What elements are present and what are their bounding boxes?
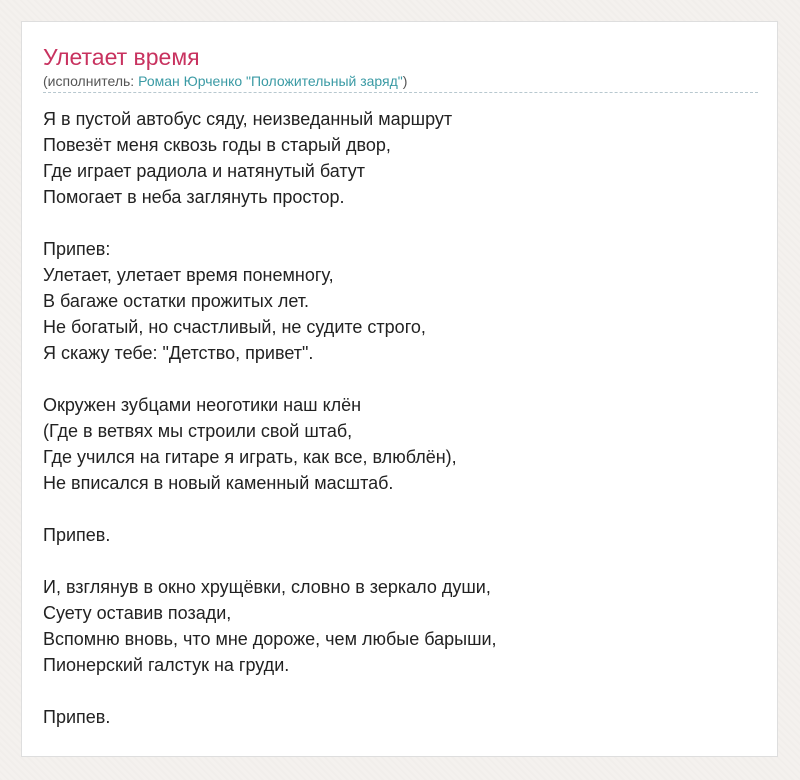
artist-prefix: (исполнитель: — [43, 73, 139, 89]
artist-line — [43, 73, 758, 93]
lyrics-stanza — [43, 392, 758, 496]
lyrics-body — [43, 106, 758, 756]
lyrics-stanza — [43, 522, 758, 548]
lyrics-stanza — [43, 704, 758, 730]
lyrics-line: Повезёт меня сквозь годы в старый двор, — [43, 135, 391, 155]
song-title: Улетает время — [43, 44, 200, 70]
lyrics-line: Не богатый, но счастливый, не судите строго, — [43, 317, 426, 337]
artist-link[interactable]: Роман Юрченко "Положительный заряд" — [138, 73, 403, 89]
lyrics-stanza — [43, 106, 758, 210]
lyrics-line: Припев. — [43, 525, 111, 545]
lyrics-card — [21, 21, 778, 757]
lyrics-line: Припев. — [43, 707, 111, 727]
lyrics-line: Суету оставив позади, — [43, 603, 232, 623]
lyrics-line: Я в пустой автобус сяду, неизведанный маршрут — [43, 109, 453, 129]
lyrics-line: Я скажу тебе: "Детство, привет". — [43, 343, 314, 363]
lyrics-line: Где играет радиола и натянутый батут — [43, 161, 366, 181]
lyrics-line: Помогает в неба заглянуть простор. — [43, 187, 345, 207]
lyrics-line: Не вписался в новый каменный масштаб. — [43, 473, 394, 493]
lyrics-line: И, взглянув в окно хрущёвки, словно в зеркало души, — [43, 577, 491, 597]
lyrics-stanza — [43, 236, 758, 366]
artist-suffix: ) — [402, 73, 408, 89]
lyrics-stanza — [43, 574, 758, 678]
lyrics-line: В багаже остатки прожитых лет. — [43, 291, 310, 311]
lyrics-line: Улетает, улетает время понемногу, — [43, 265, 334, 285]
lyrics-line: (Где в ветвях мы строили свой штаб, — [43, 421, 353, 441]
lyrics-line: Пионерский галстук на груди. — [43, 655, 290, 675]
lyrics-line: Вспомню вновь, что мне дороже, чем любые барыши, — [43, 629, 497, 649]
lyrics-line: Где учился на гитаре я играть, как все, влюблён), — [43, 447, 457, 467]
lyrics-line: Окружен зубцами неоготики наш клён — [43, 395, 362, 415]
lyrics-line: Припев: — [43, 239, 111, 259]
